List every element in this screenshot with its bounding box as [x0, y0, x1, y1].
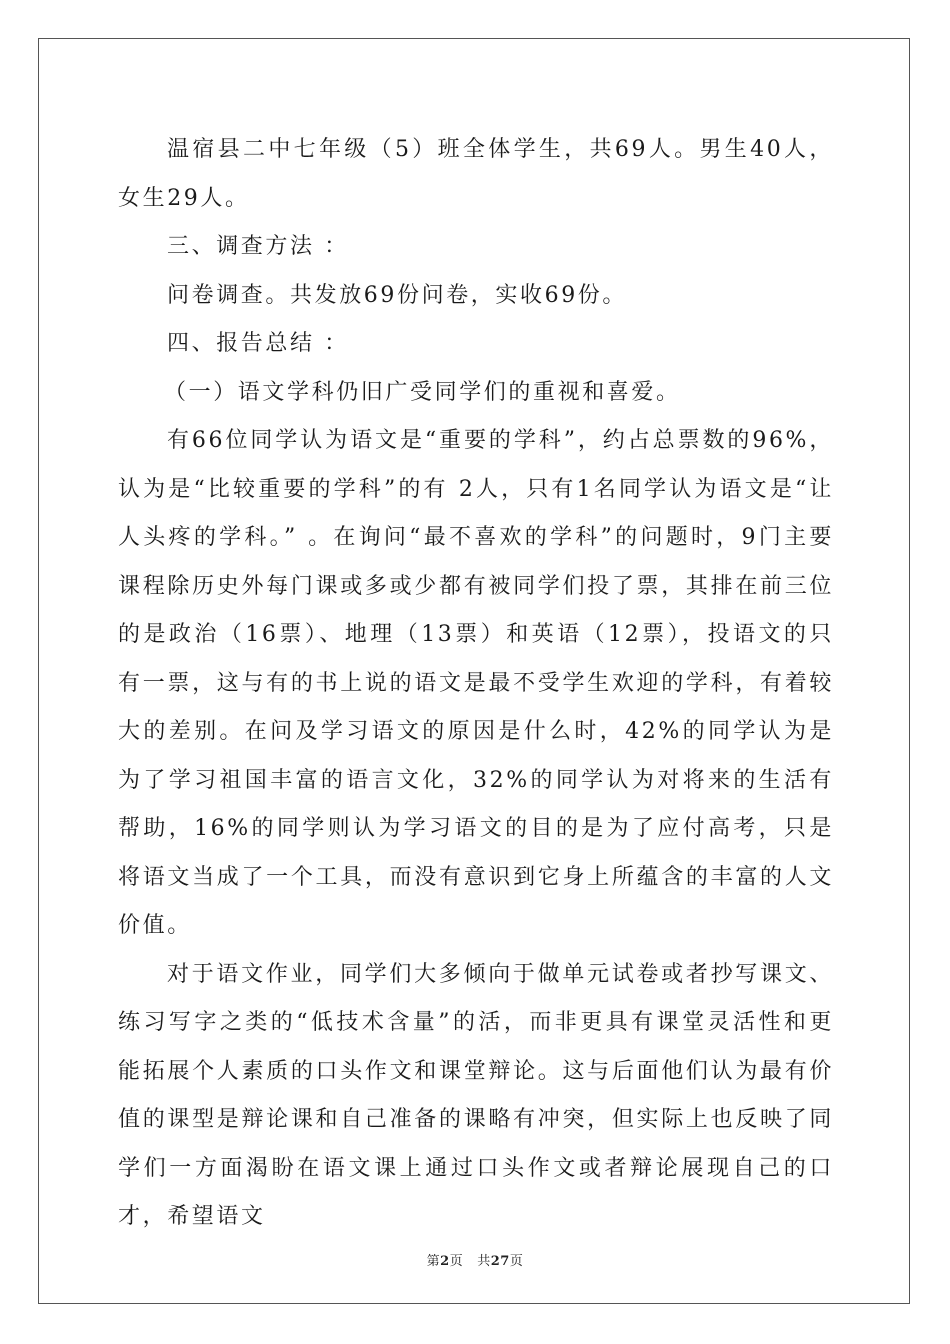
paragraph-findings: 有66位同学认为语文是“重要的学科”，约占总票数的96%，认为是“比较重要的学科”的有 2人，只有1名同学认为语文是“让人头疼的学科。” 。在询问“最不喜欢的学科”的问题时，9门主要课程除历史外每门课或多或少都有被同学们投了票，其排在前三位的是政治（16票）、地理（13票）和英语（12票），投语文的只有一票，这与有的书上说的语文是最不受学生欢迎的学科，有着较大的差别。在问及学习语文的原因是什么时，42%的同学认为是为了学习祖国丰富的语言文化，32%的同学认为对将来的生活有帮助，16%的同学则认为学习语文的目的是为了应付高考，只是将语文当成了一个工具，而没有意识到它身上所蕴含的丰富的人文价值。	[118, 428, 834, 938]
footer-total-pages: 27	[490, 1254, 510, 1269]
page-footer	[0, 1250, 950, 1269]
footer-total-prefix: 共	[477, 1254, 491, 1269]
paragraph-homework: 对于语文作业，同学们大多倾向于做单元试卷或者抄写课文、练习写字之类的“低技术含量”的活，而非更具有课堂灵活性和更能拓展个人素质的口头作文和课堂辩论。这与后面他们认为最有价值的课型是辩论课和自己准备的课略有冲突，但实际上也反映了同学们一方面渴盼在语文课上通过口头作文或者辩论展现自己的口才，希望语文	[118, 961, 834, 1229]
footer-total-unit: 页	[509, 1254, 524, 1269]
document-body	[118, 126, 834, 1242]
footer-prefix: 第	[426, 1254, 441, 1269]
paragraph-subjects: 温宿县二中七年级（5）班全体学生，共69人。男生40人，女生29人。	[118, 137, 834, 211]
footer-page-unit: 页	[449, 1254, 464, 1269]
paragraph-survey-method: 问卷调查。共发放69份问卷，实收69份。	[167, 282, 627, 308]
footer-page-number: 2	[440, 1254, 450, 1269]
subheading-section-one: （一）语文学科仍旧广受同学们的重视和喜爱。	[164, 379, 681, 405]
heading-survey-method: 三、调查方法 ：	[167, 234, 349, 259]
heading-report-summary: 四、报告总结 ：	[167, 331, 349, 356]
